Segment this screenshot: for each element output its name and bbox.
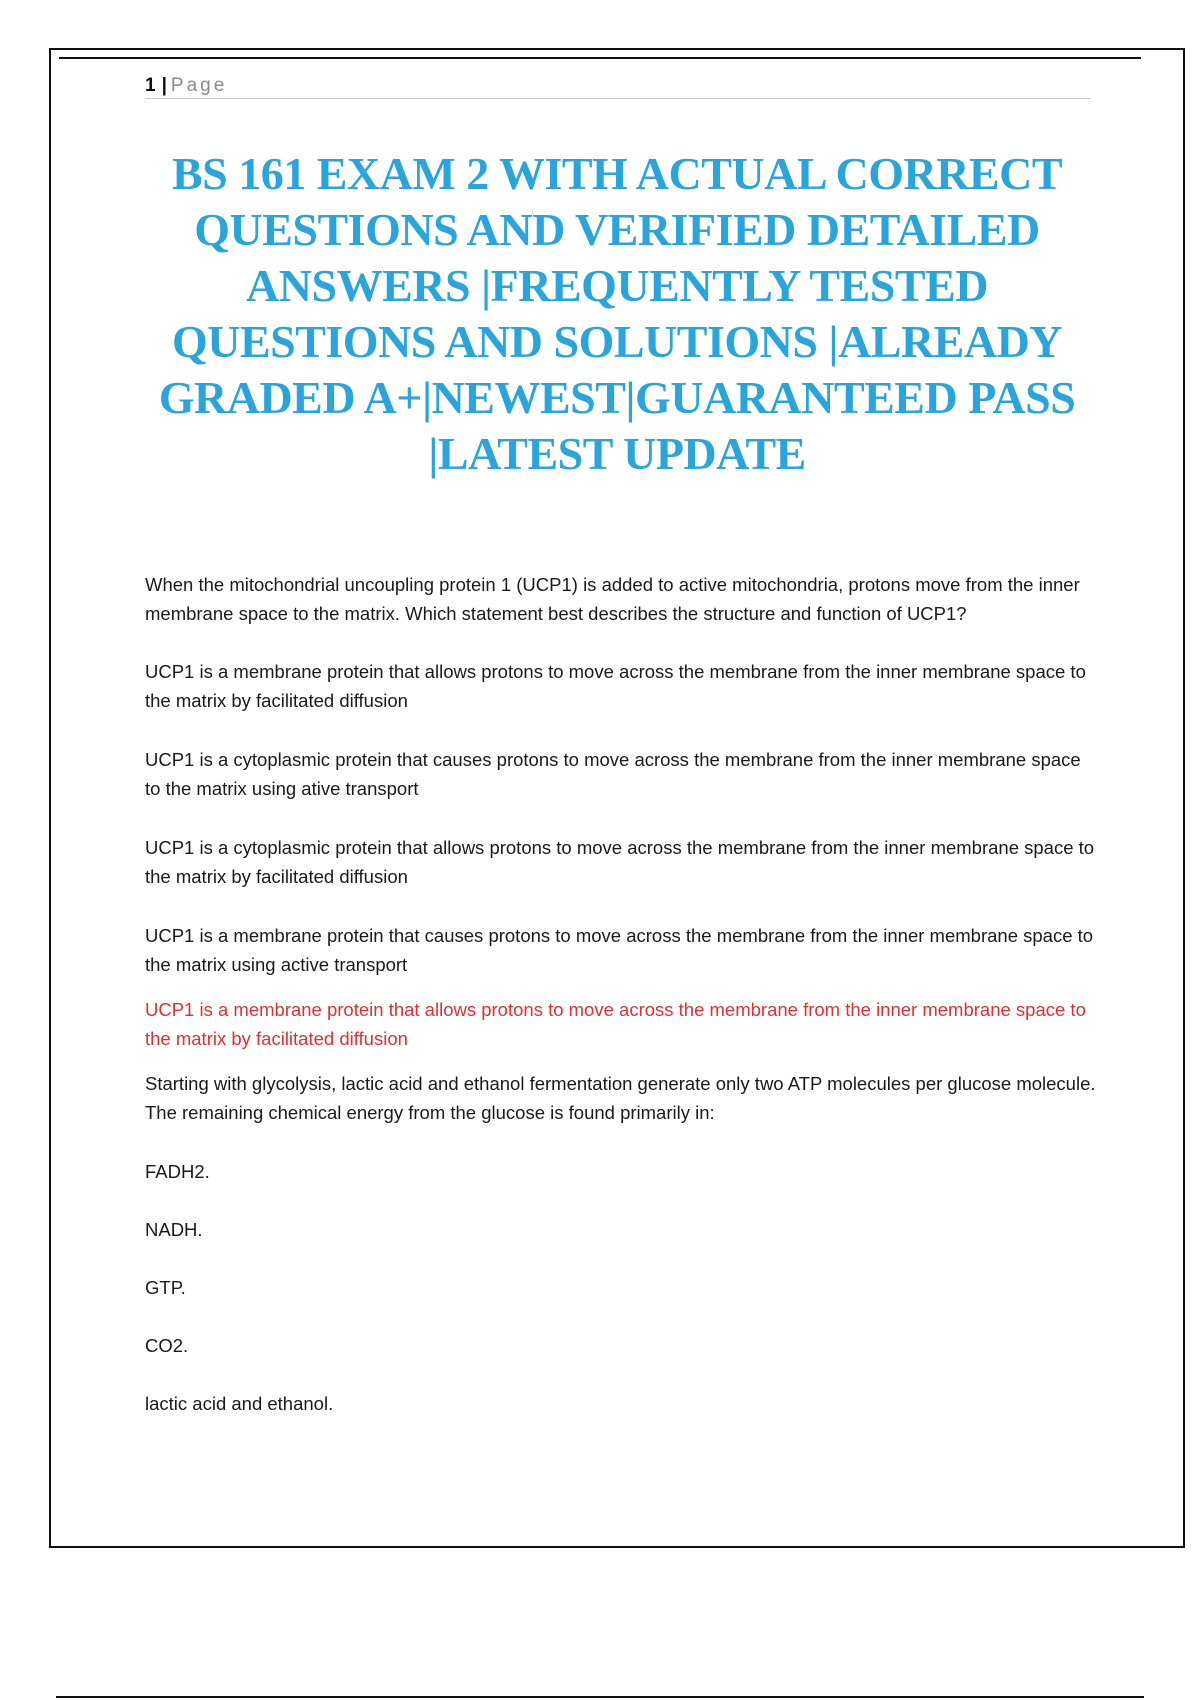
document-title: BS 161 EXAM 2 WITH ACTUAL CORRECT QUESTIONS AND VERIFIED DETAILED ANSWERS |FREQUENTLY TESTED QUESTIONS AND SOLUTIONS |ALREADY GRADED A+|NEWEST|GUARANTEED PASS |LATEST UPDATE: [158, 148, 1076, 479]
question-1-option-4: UCP1 is a membrane protein that causes protons to move across the membrane from the inner membrane space to the matrix using active transport: [145, 925, 1094, 975]
question-2-option-3: GTP.: [145, 1277, 186, 1298]
page-frame: [49, 48, 1185, 1548]
header-separator: |: [161, 75, 167, 96]
next-page-rule: [56, 1696, 1144, 1698]
question-1-option-1: UCP1 is a membrane protein that allows protons to move across the membrane from the inner membrane space to the matrix by facilitated diffusion: [145, 661, 1086, 711]
question-1-text: When the mitochondrial uncoupling protein 1 (UCP1) is added to active mitochondria, protons move from the inner membrane space to the matrix. Which statement best describes the structure and function of UCP1?: [145, 574, 1080, 624]
question-2-option-1: FADH2.: [145, 1161, 210, 1182]
page-header: [145, 74, 1091, 99]
question-1-option-2: UCP1 is a cytoplasmic protein that causes protons to move across the membrane from the inner membrane space to the matrix using ative transport: [145, 749, 1081, 799]
page-number: 1: [145, 75, 156, 96]
question-2-text: Starting with glycolysis, lactic acid and ethanol fermentation generate only two ATP molecules per glucose molecule. The remaining chemical energy from the glucose is found primarily in:: [145, 1073, 1096, 1123]
question-2-option-5: lactic acid and ethanol.: [145, 1393, 334, 1414]
page-label: Page: [170, 75, 228, 96]
document-body: [145, 570, 1099, 1418]
question-2-option-2: NADH.: [145, 1219, 203, 1240]
top-rule: [59, 57, 1141, 59]
question-2-option-4: CO2.: [145, 1335, 189, 1356]
question-1-answer: UCP1 is a membrane protein that allows protons to move across the membrane from the inner membrane space to the matrix by facilitated diffusion: [145, 999, 1086, 1049]
question-1-option-3: UCP1 is a cytoplasmic protein that allows protons to move across the membrane from the inner membrane space to the matrix by facilitated diffusion: [145, 837, 1095, 887]
